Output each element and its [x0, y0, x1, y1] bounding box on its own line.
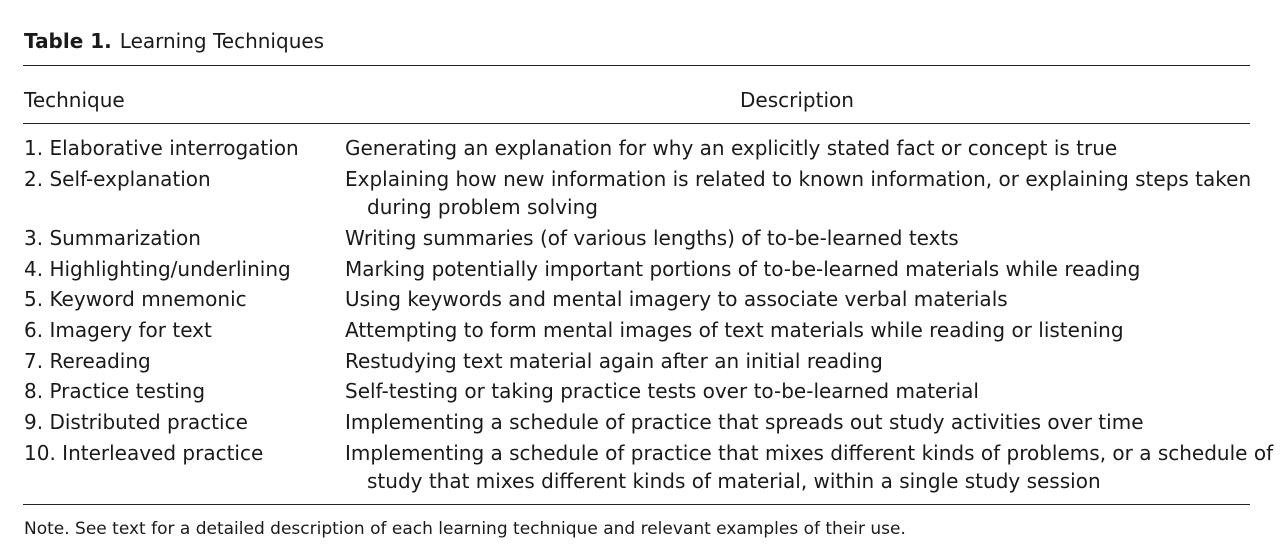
description-line: Attempting to form mental images of text materials while reading or listening: [345, 318, 1124, 342]
description-line: Self-testing or taking practice tests over to-be-learned material: [345, 379, 979, 403]
header-technique: Technique: [24, 88, 125, 112]
description-line: Using keywords and mental imagery to associate verbal materials: [345, 287, 1008, 311]
description-line: Implementing a schedule of practice that mixes different kinds of problems, or a schedule of: [345, 441, 1274, 465]
table-label: Table 1.: [24, 29, 112, 53]
table-note: Note. See text for a detailed description of each learning technique and relevant examples of their use.: [24, 519, 906, 539]
description-cell: [345, 439, 1274, 495]
description-cell: [345, 224, 1250, 252]
technique-cell: 8. Practice testing: [24, 379, 206, 403]
description-line: study that mixes different kinds of material, within a single study session: [367, 469, 1101, 493]
technique-cell: 7. Rereading: [24, 349, 151, 373]
technique-cell: 2. Self-explanation: [24, 167, 211, 191]
description-line: Generating an explanation for why an explicitly stated fact or concept is true: [345, 136, 1118, 160]
technique-cell: 9. Distributed practice: [24, 410, 248, 434]
table-title: Learning Techniques: [119, 29, 325, 53]
description-cell: [345, 347, 1250, 375]
technique-cell: 5. Keyword mnemonic: [24, 287, 247, 311]
technique-cell: 10. Interleaved practice: [24, 441, 264, 465]
header-rule: [23, 123, 1250, 124]
description-cell: [345, 285, 1250, 313]
technique-cell: 6. Imagery for text: [24, 318, 212, 342]
description-line: Marking potentially important portions of to-be-learned materials while reading: [345, 257, 1141, 281]
description-cell: [345, 408, 1250, 436]
description-line: Restudying text material again after an initial reading: [345, 349, 883, 373]
technique-cell: 4. Highlighting/underlining: [24, 257, 291, 281]
description-cell: [345, 377, 1250, 405]
description-cell: [345, 134, 1250, 162]
technique-cell: 1. Elaborative interrogation: [24, 136, 299, 160]
bottom-rule: [23, 504, 1250, 505]
header-description: Description: [740, 88, 854, 112]
description-line: Explaining how new information is related to known information, or explaining steps taken: [345, 167, 1252, 191]
table-caption: [24, 29, 324, 53]
description-line: during problem solving: [367, 195, 598, 219]
description-line: Writing summaries (of various lengths) of to-be-learned texts: [345, 226, 959, 250]
top-rule: [23, 65, 1250, 66]
description-line: Implementing a schedule of practice that spreads out study activities over time: [345, 410, 1144, 434]
technique-cell: 3. Summarization: [24, 226, 201, 250]
description-cell: [345, 255, 1250, 283]
description-cell: [345, 165, 1250, 221]
description-cell: [345, 316, 1250, 344]
